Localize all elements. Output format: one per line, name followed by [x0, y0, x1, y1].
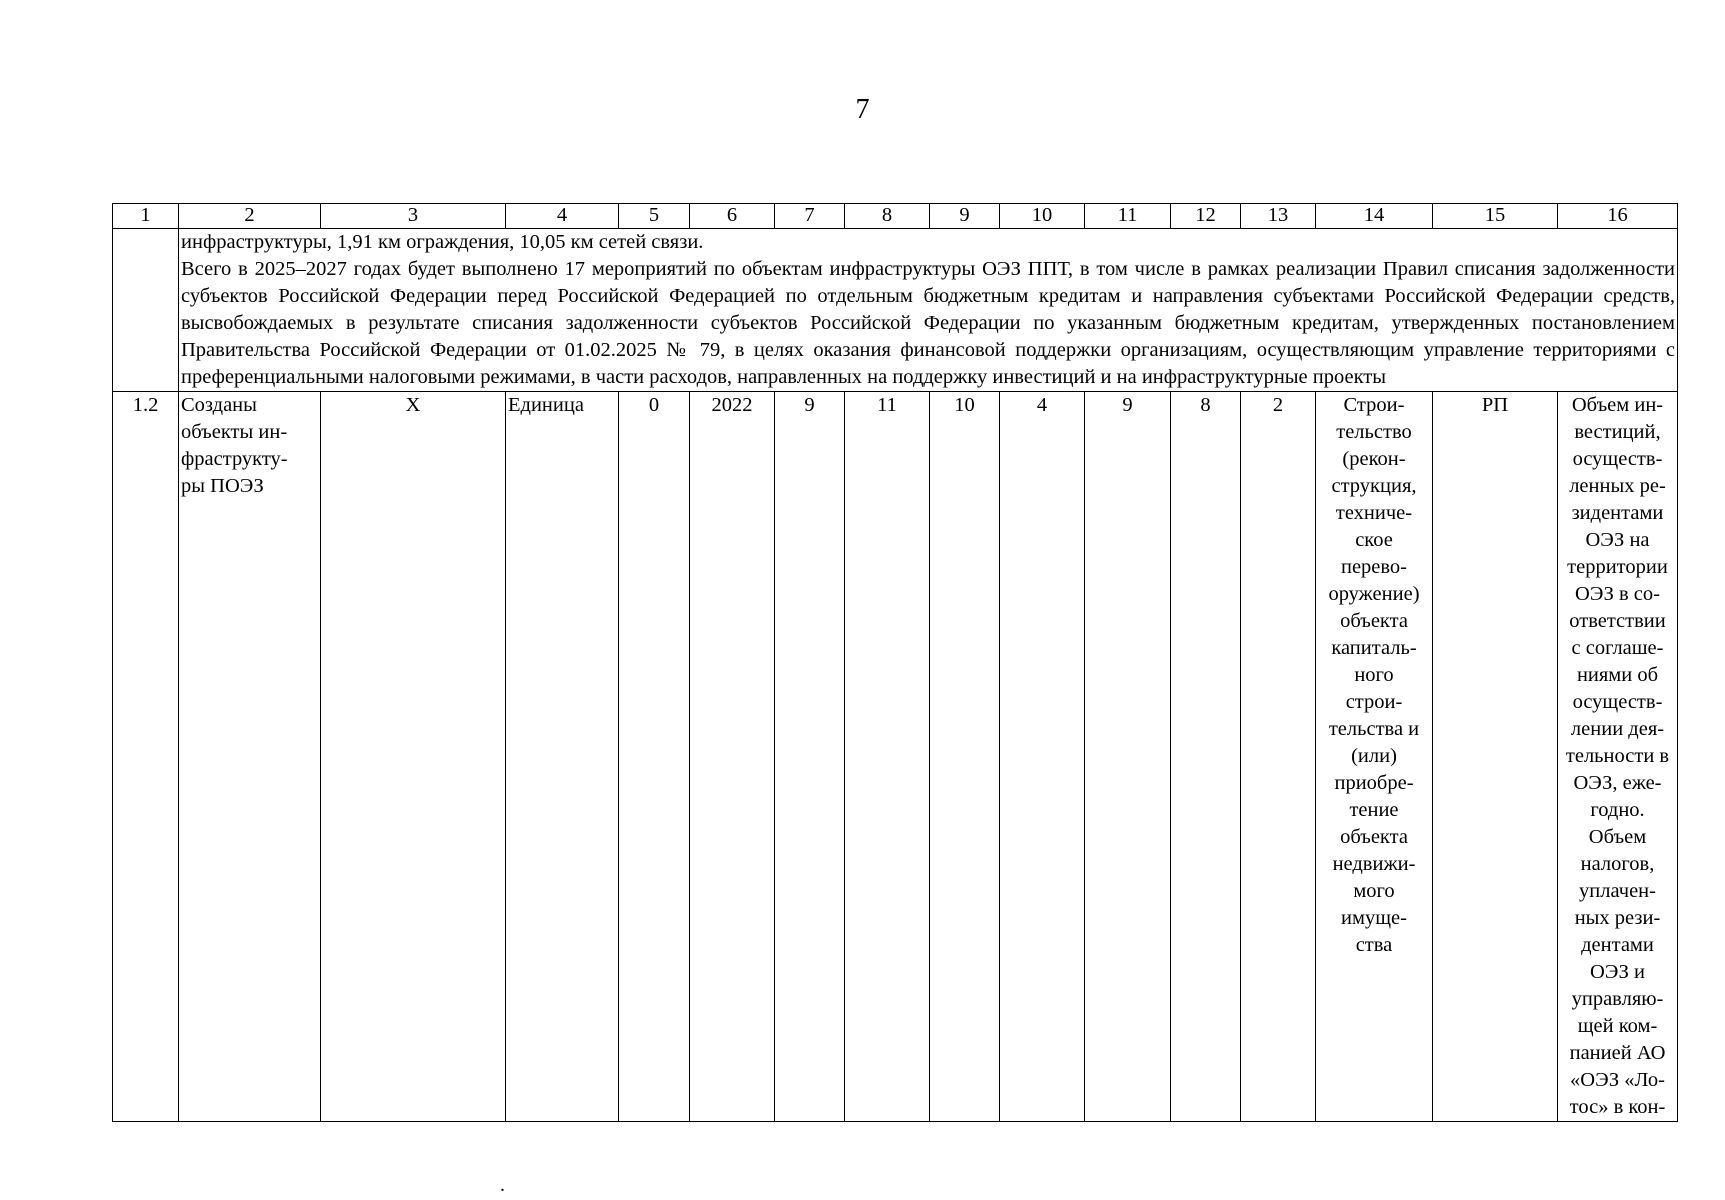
column-number: 6 — [690, 204, 775, 229]
value-col12: 8 — [1171, 392, 1241, 1122]
value-col9: 10 — [930, 392, 1000, 1122]
activity-type: Строи- тельство (рекон- струкция, техниче- ское перево- оружение) объекта капиталь- ного строи- тельства и (или) приобре- тение объекта недвижи- мого имуще- ства — [1316, 392, 1433, 1122]
column-number: 1 — [113, 204, 179, 229]
continuation-row — [113, 229, 1678, 392]
column-number: 11 — [1085, 204, 1171, 229]
value-col11: 9 — [1085, 392, 1171, 1122]
table-row — [113, 392, 1678, 1122]
indicator-name: Созданы объекты ин- фраструкту- ры ПОЭЗ — [179, 392, 321, 1122]
continuation-paragraph: Всего в 2025–2027 годах будет выполнено 17 мероприятий по объектам инфраструктуры ОЭЗ ППТ, в том числе в рамках реализации Правил списания задолженности субъектов Российской Федерации перед Российской Федерацией по отдельным бюджетным кредитам и направления субъектами Российской Федерации средств, высвобождаемых в результате списания задолженности субъектов Российской Федерации по указанным бюджетным кредитам, утвержденных постановлением Правительства Российской Федерации от 01.02.2025 № 79, в целях оказания финансовой поддержки организациям, осуществляющим управление территориями с преференциальными налоговыми режимами, в части расходов, направленных на поддержку инвестиций и на инфраструктурные проекты — [181, 258, 1675, 388]
value-col8: 11 — [845, 392, 930, 1122]
base-value: 0 — [619, 392, 690, 1122]
responsible-code: РП — [1433, 392, 1558, 1122]
cell-col3: Х — [321, 392, 506, 1122]
column-number: 13 — [1241, 204, 1316, 229]
value-col7: 9 — [775, 392, 845, 1122]
column-number: 9 — [930, 204, 1000, 229]
value-col13: 2 — [1241, 392, 1316, 1122]
base-year: 2022 — [690, 392, 775, 1122]
column-number: 14 — [1316, 204, 1433, 229]
page-number: 7 — [855, 94, 870, 125]
column-number: 3 — [321, 204, 506, 229]
continuation-text — [179, 229, 1678, 392]
column-number: 12 — [1171, 204, 1241, 229]
unit-of-measure: Единица — [506, 392, 619, 1122]
stray-mark: . — [500, 1174, 505, 1196]
column-number: 10 — [1000, 204, 1085, 229]
related-indicators: Объем ин- вестиций, осуществ- ленных ре- зидентами ОЭЗ на территории ОЭЗ в со- ответствии с соглаше- ниями об осуществ- лении дея- тельности в ОЭЗ, еже- годно. Объем налогов, уплачен- ных рези- дентами ОЭЗ и управляю- щей ком- панией АО «ОЭЗ «Ло- тос» в кон- — [1558, 392, 1678, 1122]
value-col10: 4 — [1000, 392, 1085, 1122]
column-number: 16 — [1558, 204, 1678, 229]
column-number: 5 — [619, 204, 690, 229]
row-number-cell — [113, 229, 179, 392]
indicators-table — [112, 203, 1678, 1122]
column-number: 8 — [845, 204, 930, 229]
column-number: 7 — [775, 204, 845, 229]
column-number: 2 — [179, 204, 321, 229]
column-number: 15 — [1433, 204, 1558, 229]
row-number: 1.2 — [113, 392, 179, 1122]
column-number-row — [113, 204, 1678, 229]
continuation-paragraph: инфраструктуры, 1,91 км ограждения, 10,05 км сетей связи. — [181, 231, 704, 253]
column-number: 4 — [506, 204, 619, 229]
